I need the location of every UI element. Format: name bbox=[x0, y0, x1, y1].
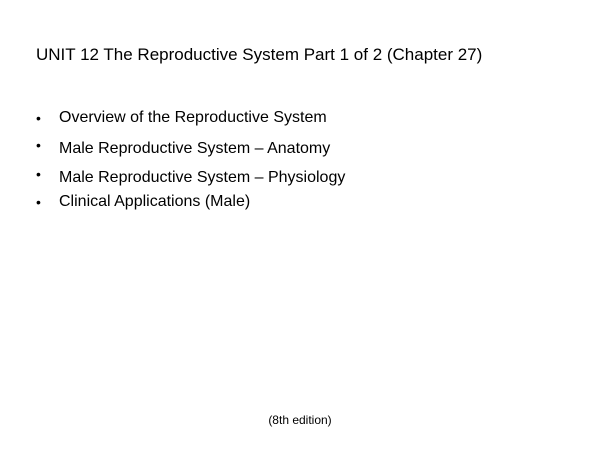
bullet-text: Male Reproductive System – Physiology bbox=[59, 169, 346, 186]
bullet-text: Clinical Applications (Male) bbox=[59, 193, 251, 210]
slide-title: UNIT 12 The Reproductive System Part 1 of 2 (Chapter 27) bbox=[36, 45, 483, 64]
bullet-icon: • bbox=[36, 166, 41, 182]
bullet-icon: • bbox=[36, 137, 41, 153]
bullet-icon: • bbox=[36, 194, 41, 210]
bullet-text: Overview of the Reproductive System bbox=[59, 109, 327, 126]
bullet-icon: • bbox=[36, 110, 41, 126]
edition-note bbox=[0, 412, 600, 428]
bullet-text: Male Reproductive System – Anatomy bbox=[59, 140, 331, 157]
edition-note-text: (8th edition) bbox=[268, 413, 332, 427]
